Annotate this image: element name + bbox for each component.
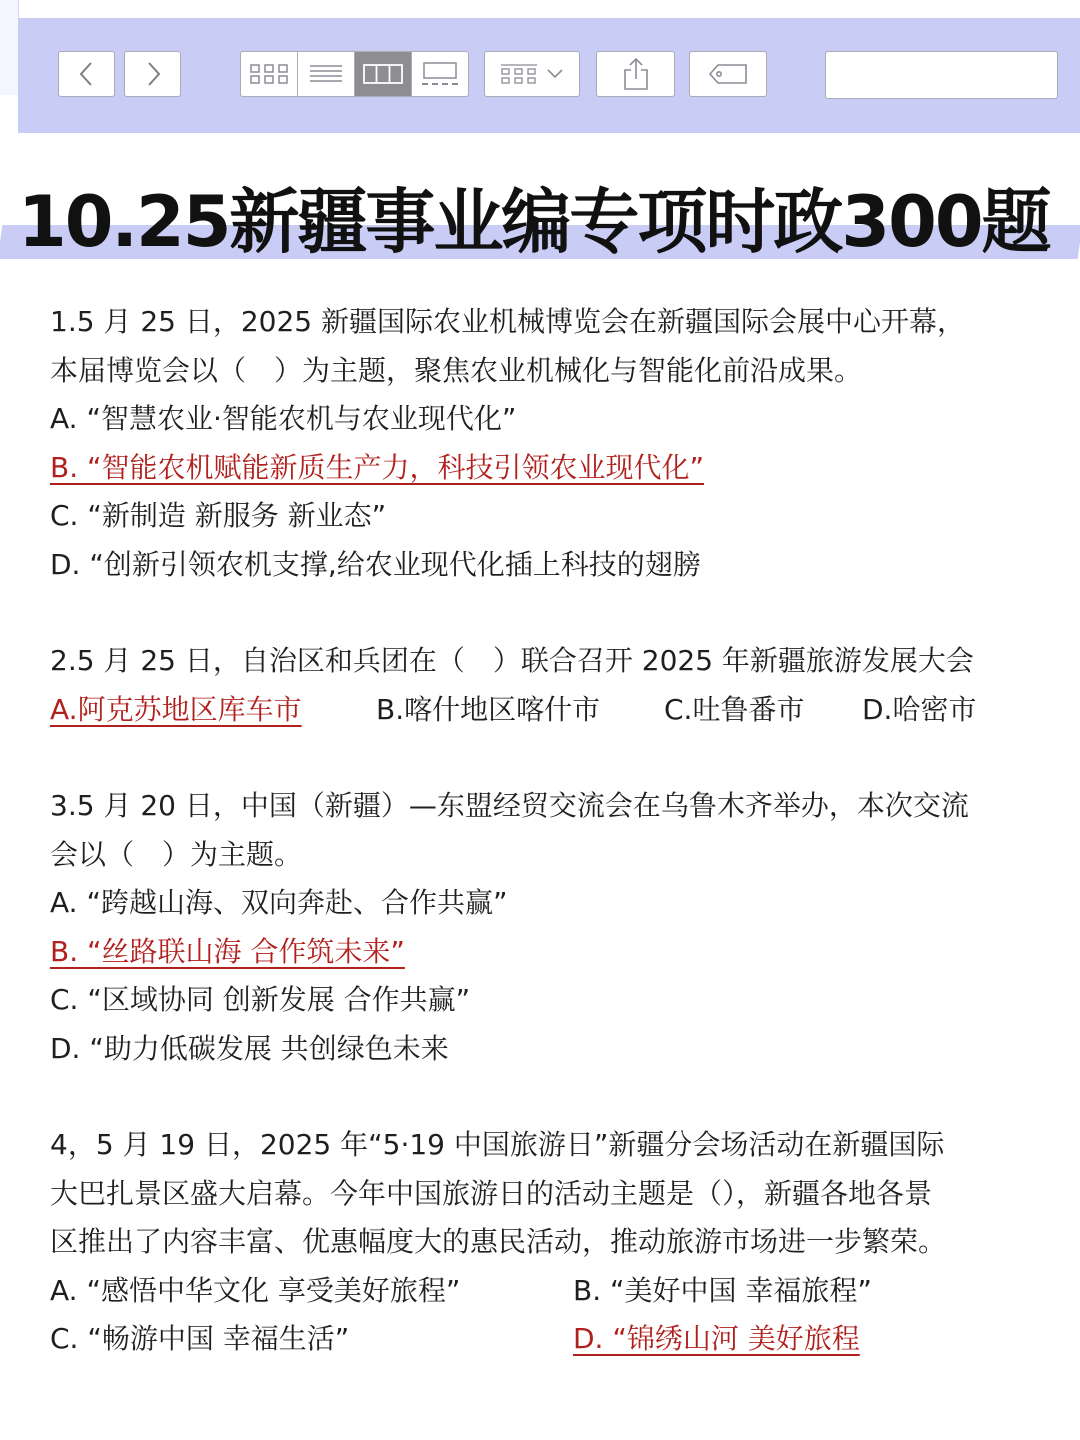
column-view-button[interactable] — [355, 52, 412, 96]
question-1 — [50, 298, 1050, 589]
question-list — [50, 298, 1050, 1364]
list-view-icon — [309, 62, 343, 86]
group-by-icon — [500, 62, 538, 86]
back-button[interactable] — [58, 51, 115, 97]
question-stem-line: 大巴扎景区盛大启幕。今年中国旅游日的活动主题是（），新疆各地各景 — [50, 1176, 933, 1210]
options-row — [50, 1267, 1050, 1316]
column-view-icon — [363, 62, 403, 86]
option-c: C. “新制造 新服务 新业态” — [50, 499, 387, 532]
question-stem-line: 4，5 月 19 日，2025 年“5·19 中国旅游日”新疆分会场活动在新疆国际 — [50, 1128, 945, 1161]
group-by-button[interactable] — [484, 51, 580, 97]
option-d: D. “创新引领农机支撑,给农业现代化插上科技的翅膀 — [50, 547, 701, 581]
chevron-down-icon — [546, 68, 564, 80]
grid-view-icon — [249, 62, 289, 86]
correct-answer-option-a: A.阿克苏地区库车市 — [50, 692, 302, 726]
tag-button[interactable] — [689, 51, 767, 97]
list-view-button[interactable] — [298, 52, 355, 96]
search-field[interactable] — [825, 51, 1058, 99]
chevron-left-icon — [77, 61, 97, 87]
correct-answer-option-b: B. “丝路联山海 合作筑未来” — [50, 934, 405, 968]
option-b-row — [50, 928, 1050, 977]
option-c: C.吐鲁番市 — [664, 692, 805, 726]
option-d: D.哈密市 — [862, 692, 977, 726]
correct-answer-option-d: D. “锦绣山河 美好旅程 — [573, 1322, 860, 1355]
search-input[interactable] — [846, 64, 1075, 87]
option-b: B.喀什地区喀什市 — [376, 692, 601, 726]
question-stem-line: 2.5 月 25 日，自治区和兵团在（ ）联合召开 2025 年新疆旅游发展大会 — [50, 644, 974, 677]
forward-button[interactable] — [124, 51, 181, 97]
option-b-row — [50, 444, 1050, 493]
share-button[interactable] — [596, 51, 675, 97]
question-stem-line: 区推出了内容丰富、优惠幅度大的惠民活动，推动旅游市场进一步繁荣。 — [50, 1225, 947, 1258]
option-a: A. “感悟中华文化 享受美好旅程” — [50, 1273, 461, 1307]
question-stem-line: 1.5 月 25 日，2025 新疆国际农业机械博览会在新疆国际会展中心开幕， — [50, 305, 966, 338]
share-icon — [622, 57, 650, 91]
question-stem-line: 本届博览会以（ ）为主题，聚焦农业机械化与智能化前沿成果。 — [50, 353, 863, 387]
question-4 — [50, 1121, 1050, 1364]
options-row — [50, 686, 1050, 735]
option-c: C. “畅游中国 幸福生活” — [50, 1322, 350, 1355]
window-edge — [0, 0, 19, 95]
chevron-right-icon — [143, 61, 163, 87]
option-d: D. “助力低碳发展 共创绿色未来 — [50, 1031, 449, 1065]
gallery-view-button[interactable] — [412, 52, 468, 96]
option-a: A. “跨越山海、双向奔赴、合作共赢” — [50, 886, 508, 919]
options-row — [50, 1315, 1050, 1364]
question-stem-line: 3.5 月 20 日，中国（新疆）—东盟经贸交流会在乌鲁木齐举办，本次交流 — [50, 789, 969, 822]
question-2 — [50, 637, 1050, 734]
option-c: C. “区域协同 创新发展 合作共赢” — [50, 983, 471, 1016]
option-a: A. “智慧农业·智能农机与农业现代化” — [50, 402, 517, 435]
question-stem-line: 会以（ ）为主题。 — [50, 837, 303, 871]
gallery-view-icon — [420, 61, 460, 87]
correct-answer-option-b: B. “智能农机赋能新质生产力，科技引领农业现代化” — [50, 450, 705, 484]
view-mode-segmented-control[interactable] — [240, 51, 469, 97]
tag-icon — [708, 62, 748, 86]
option-b: B. “美好中国 幸福旅程” — [573, 1273, 872, 1307]
grid-view-button[interactable] — [241, 52, 298, 96]
page-title: 10.25新疆事业编专项时政300题 — [18, 181, 1050, 263]
question-3 — [50, 782, 1050, 1073]
